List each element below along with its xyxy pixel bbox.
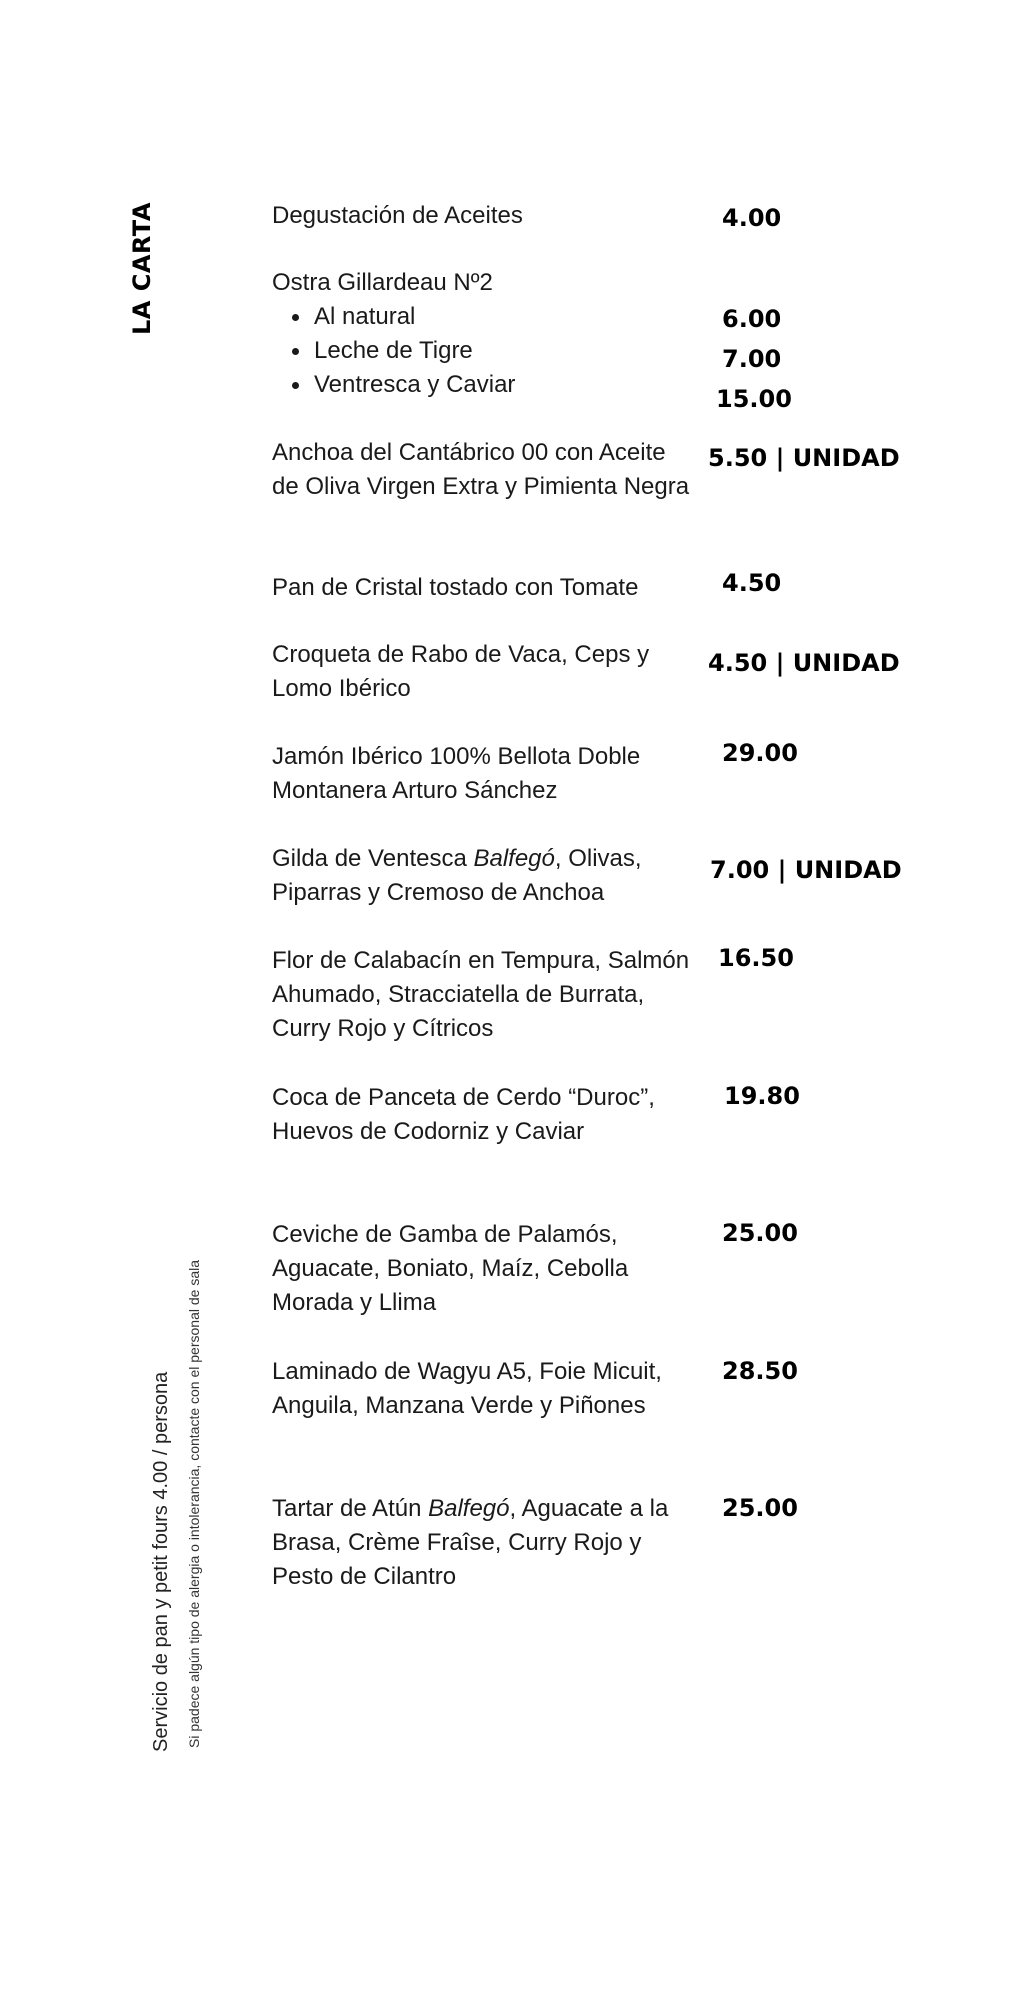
menu-item-name: Degustación de Aceites [272,202,523,229]
menu-item-name: Croqueta de Rabo de Vaca, Ceps y Lomo Ibérico [272,641,650,702]
menu-item [272,199,692,233]
menu-item-price: 25.00 [722,1494,798,1522]
page-title: LA CARTA [128,202,156,335]
menu-item-price: 4.00 [722,204,782,232]
option-item: Ventresca y Caviar [288,368,692,402]
menu-item-price: 28.50 [722,1357,798,1385]
menu-item-name: Jamón Ibérico 100% Bellota Doble Montanera Arturo Sánchez [272,743,641,804]
menu-item [272,436,692,504]
menu-item-name: Ceviche de Gamba de Palamós, Aguacate, Boniato, Maíz, Cebolla Morada y Llima [272,1221,629,1316]
menu-item-price: 19.80 [724,1082,800,1110]
menu-item-price: 7.00 | UNIDAD [710,856,902,884]
menu-item-name: Coca de Panceta de Cerdo “Duroc”, Huevos de Codorniz y Caviar [272,1084,655,1145]
menu-item-name: Flor de Calabacín en Tempura, Salmón Ahumado, Stracciatella de Burrata, Curry Rojo y Cítricos [272,947,690,1042]
menu-item [272,740,692,808]
menu-item [272,1218,692,1320]
menu-item [272,266,692,402]
menu-item [272,1492,692,1594]
option-item: Al natural [288,300,692,334]
menu-item-price: 4.50 | UNIDAD [708,649,900,677]
menu-item-name: Pan de Cristal tostado con Tomate [272,574,639,601]
menu-item [272,571,692,605]
menu-item [272,1081,692,1149]
option-item: Leche de Tigre [288,334,692,368]
menu-item-price: 4.50 [722,569,782,597]
menu-item [272,944,692,1046]
option-price: 6.00 [722,305,782,333]
menu-item-name: Tartar de Atún Balfegó, Aguacate a la Brasa, Crème Fraîse, Curry Rojo y Pesto de Cilantro [272,1495,669,1590]
menu-item [272,1355,692,1423]
menu-item-price: 5.50 | UNIDAD [708,444,900,472]
menu-item-options [272,300,692,402]
menu-item-price: 25.00 [722,1219,798,1247]
menu-item-name: Ostra Gillardeau Nº2 [272,269,493,296]
menu-item-price: 29.00 [722,739,798,767]
bread-service-note: Servicio de pan y petit fours 4.00 / persona [150,1371,172,1752]
option-price: 15.00 [716,385,792,413]
menu-item [272,638,692,706]
allergy-note: Si padece algún tipo de alergia o intolerancia, contacte con el personal de sala [186,1260,202,1748]
menu-item-name: Laminado de Wagyu A5, Foie Micuit, Anguila, Manzana Verde y Piñones [272,1358,662,1419]
menu-item [272,842,692,910]
option-price: 7.00 [722,345,782,373]
menu-item-name: Gilda de Ventesca Balfegó, Olivas, Piparras y Cremoso de Anchoa [272,845,642,906]
menu-item-name: Anchoa del Cantábrico 00 con Aceite de Oliva Virgen Extra y Pimienta Negra [272,439,690,500]
menu-item-price: 16.50 [718,944,794,972]
